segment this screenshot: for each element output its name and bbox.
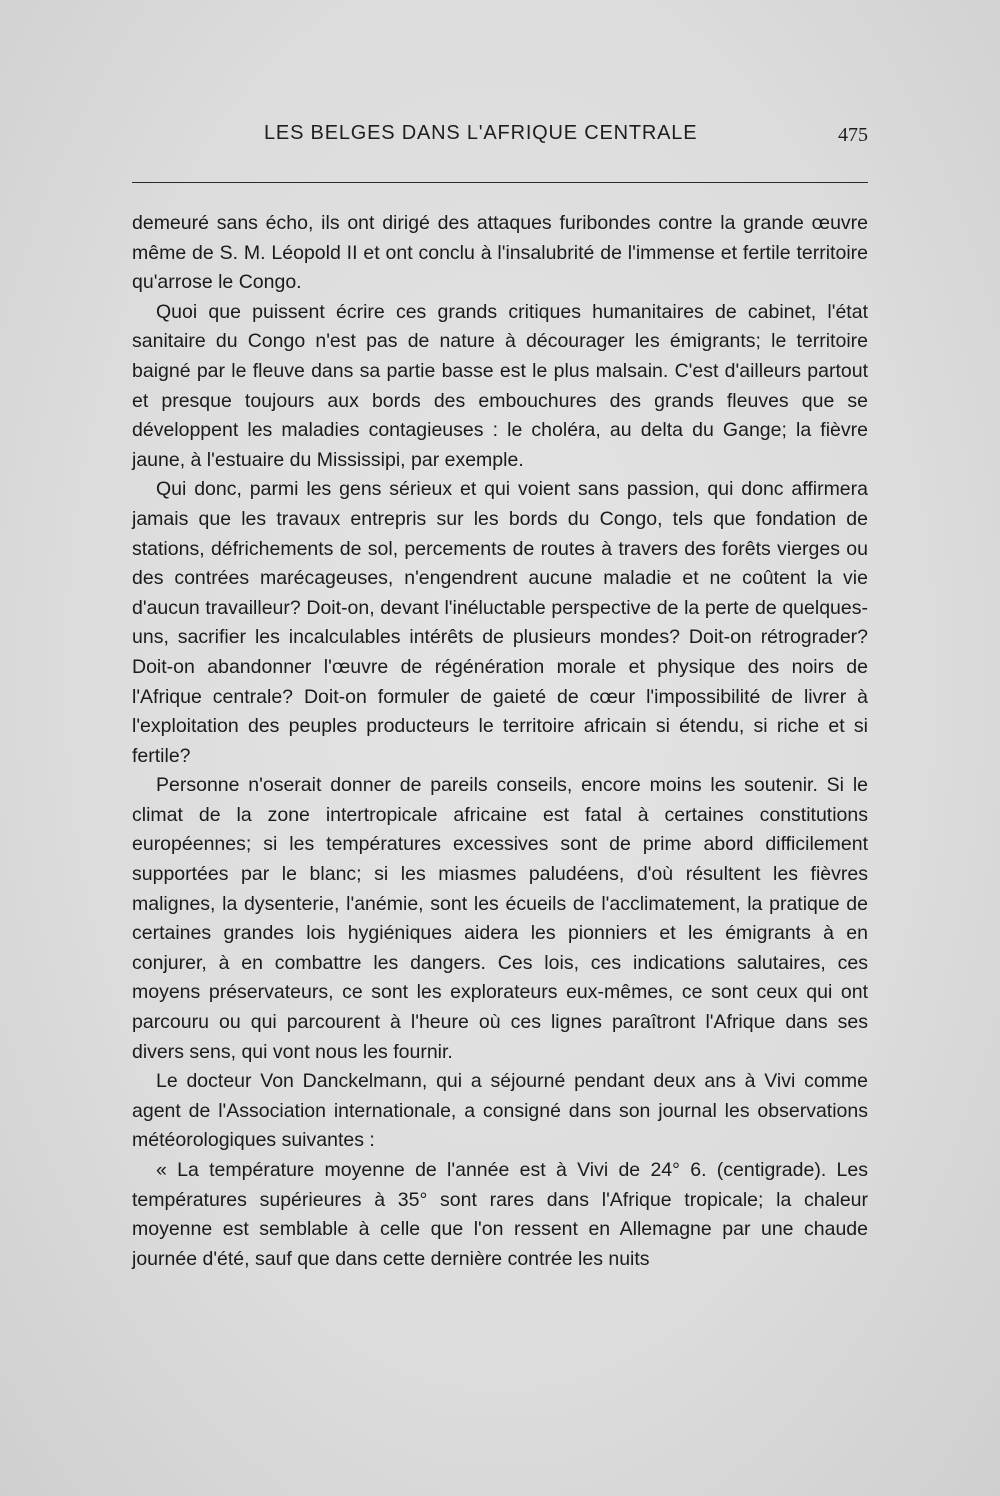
page-number: 475 — [838, 124, 868, 146]
body-text — [132, 209, 868, 1274]
page-header — [132, 122, 868, 156]
paragraph: Qui donc, parmi les gens sérieux et qui voient sans passion, qui donc affirmera jamais que les travaux entrepris sur les bords du Congo, tels que fondation de stations, défrichements de sol, percements de routes à travers des forêts vierges ou des contrées marécageuses, n'engendrent aucune maladie et ne coûtent la vie d'aucun travailleur? Doit-on, devant l'inéluctable perspective de la perte de quelques-uns, sacrifier les incalculables intérêts de plusieurs mondes? Doit-on rétrograder? Doit-on abandonner l'œuvre de régénération morale et physique des noirs de l'Afrique centrale? Doit-on formuler de gaieté de cœur l'impossibilité de livrer à l'exploitation des peuples producteurs le territoire africain si étendu, si riche et si fertile? — [132, 478, 868, 767]
paragraph: Personne n'oserait donner de pareils conseils, encore moins les soutenir. Si le climat de la zone intertropicale africaine est fatal à certaines constitutions européennes; si les températures excessives sont de prime abord difficilement supportées par le blanc; si les miasmes paludéens, d'où résultent les fièvres malignes, la dysenterie, l'anémie, sont les écueils de l'acclimatement, la pratique de certaines grandes lois hygiéniques aidera les pionniers et les émigrants à en conjurer, à en combattre les dangers. Ces lois, ces indications salutaires, ces moyens préservateurs, ce sont les explorateurs eux-mêmes, ce sont ceux qui ont parcouru ou qui parcourent à l'heure où ces lignes paraîtront l'Afrique dans ses divers sens, qui vont nous les fournir. — [132, 774, 868, 1063]
paragraph: demeuré sans écho, ils ont dirigé des attaques furibondes contre la grande œuvre même de S. M. Léopold II et ont conclu à l'insalubrité de l'immense et fertile territoire qu'arrose le Congo. — [132, 212, 868, 294]
paragraph: « La température moyenne de l'année est à Vivi de 24° 6. (centigrade). Les températures supérieures à 35° sont rares dans l'Afrique tropicale; la chaleur moyenne est semblable à celle que l'on ressent en Allemagne par une chaude journée d'été, sauf que dans cette dernière contrée les nuits — [132, 1159, 868, 1270]
paragraph: Le docteur Von Danckelmann, qui a séjourné pendant deux ans à Vivi comme agent de l'Association internationale, a consigné dans son journal les observations météorologiques suivantes : — [132, 1070, 868, 1152]
running-title: LES BELGES DANS L'AFRIQUE CENTRALE — [264, 122, 698, 144]
header-rule — [132, 182, 868, 183]
paragraph: Quoi que puissent écrire ces grands critiques humanitaires de cabinet, l'état sanitaire du Congo n'est pas de nature à décourager les émigrants; le territoire baigné par le fleuve dans sa partie basse est le plus malsain. C'est d'ailleurs partout et presque toujours aux bords des embouchures des grands fleuves que se développent les maladies contagieuses : le choléra, au delta du Gange; la fièvre jaune, à l'estuaire du Mississipi, par exemple. — [132, 300, 868, 471]
